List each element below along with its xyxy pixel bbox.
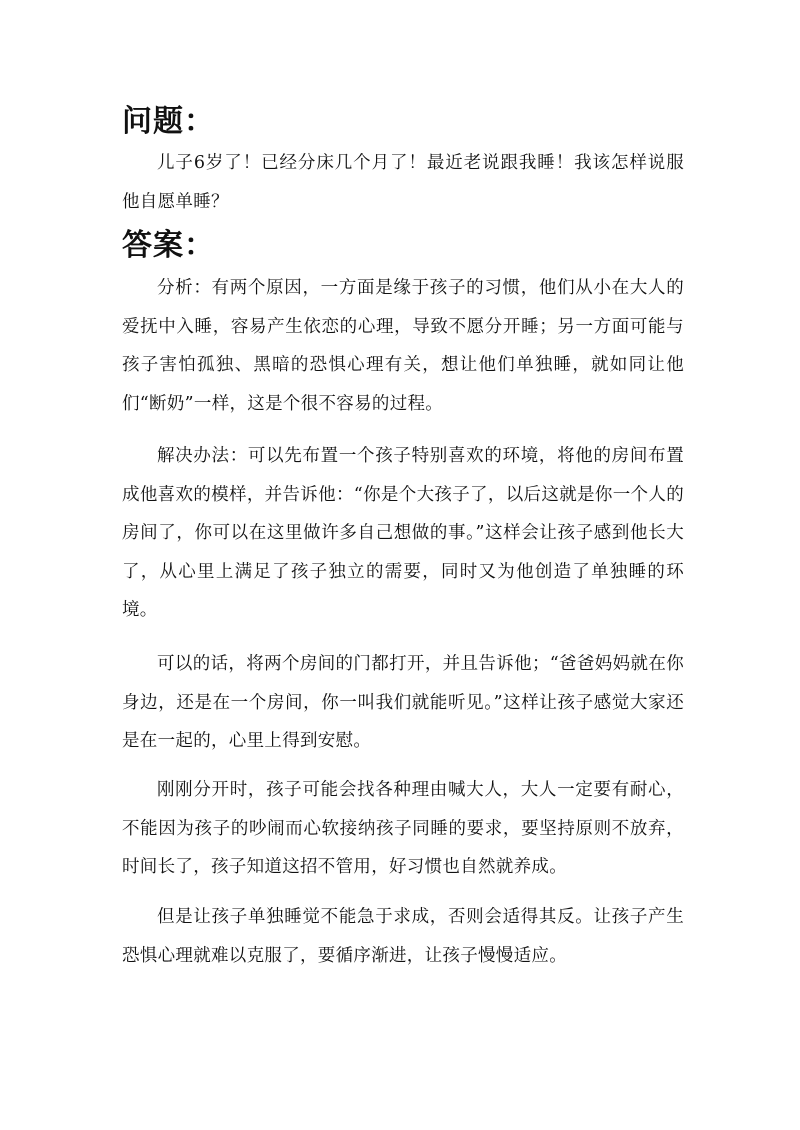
question-text: 儿子6岁了！已经分床几个月了！最近老说跟我睡！我该怎样说服他自愿单睡？	[122, 153, 684, 212]
answer-paragraph-solution: 解决办法：可以先布置一个孩子特别喜欢的环境，将他的房间布置成他喜欢的模样，并告诉他：“你是个大孩子了，以后这就是你一个人的房间了，你可以在这里做许多自己想做的事。”这样会让孩子感到他长大了，从心里上满足了孩子独立的需要，同时又为他创造了单独睡的环境。	[122, 446, 684, 620]
answer-paragraph-gradual: 但是让孩子单独睡觉不能急于求成，否则会适得其反。让孩子产生恐惧心理就难以克服了，要循序渐进，让孩子慢慢适应。	[122, 907, 684, 966]
answer-heading: 答案：	[122, 228, 215, 263]
answer-paragraph-open-doors: 可以的话，将两个房间的门都打开，并且告诉他；“爸爸妈妈就在你身边，还是在一个房间，你一叫我们就能听见。”这样让孩子感觉大家还是在一起的，心里上得到安慰。	[122, 654, 684, 751]
answer-paragraph-analysis: 分析：有两个原因，一方面是缘于孩子的习惯，他们从小在大人的爱抚中入睡，容易产生依恋的心理，导致不愿分开睡；另一方面可能与孩子害怕孤独、黑暗的恐惧心理有关，想让他们单独睡，就如同让他们“断奶”一样，这是个很不容易的过程。	[122, 278, 684, 414]
question-heading: 问题：	[122, 104, 215, 139]
answer-paragraph-patience: 刚刚分开时，孩子可能会找各种理由喊大人，大人一定要有耐心，不能因为孩子的吵闹而心软接纳孩子同睡的要求，要坚持原则不放弃，时间长了，孩子知道这招不管用，好习惯也自然就养成。	[122, 780, 684, 877]
